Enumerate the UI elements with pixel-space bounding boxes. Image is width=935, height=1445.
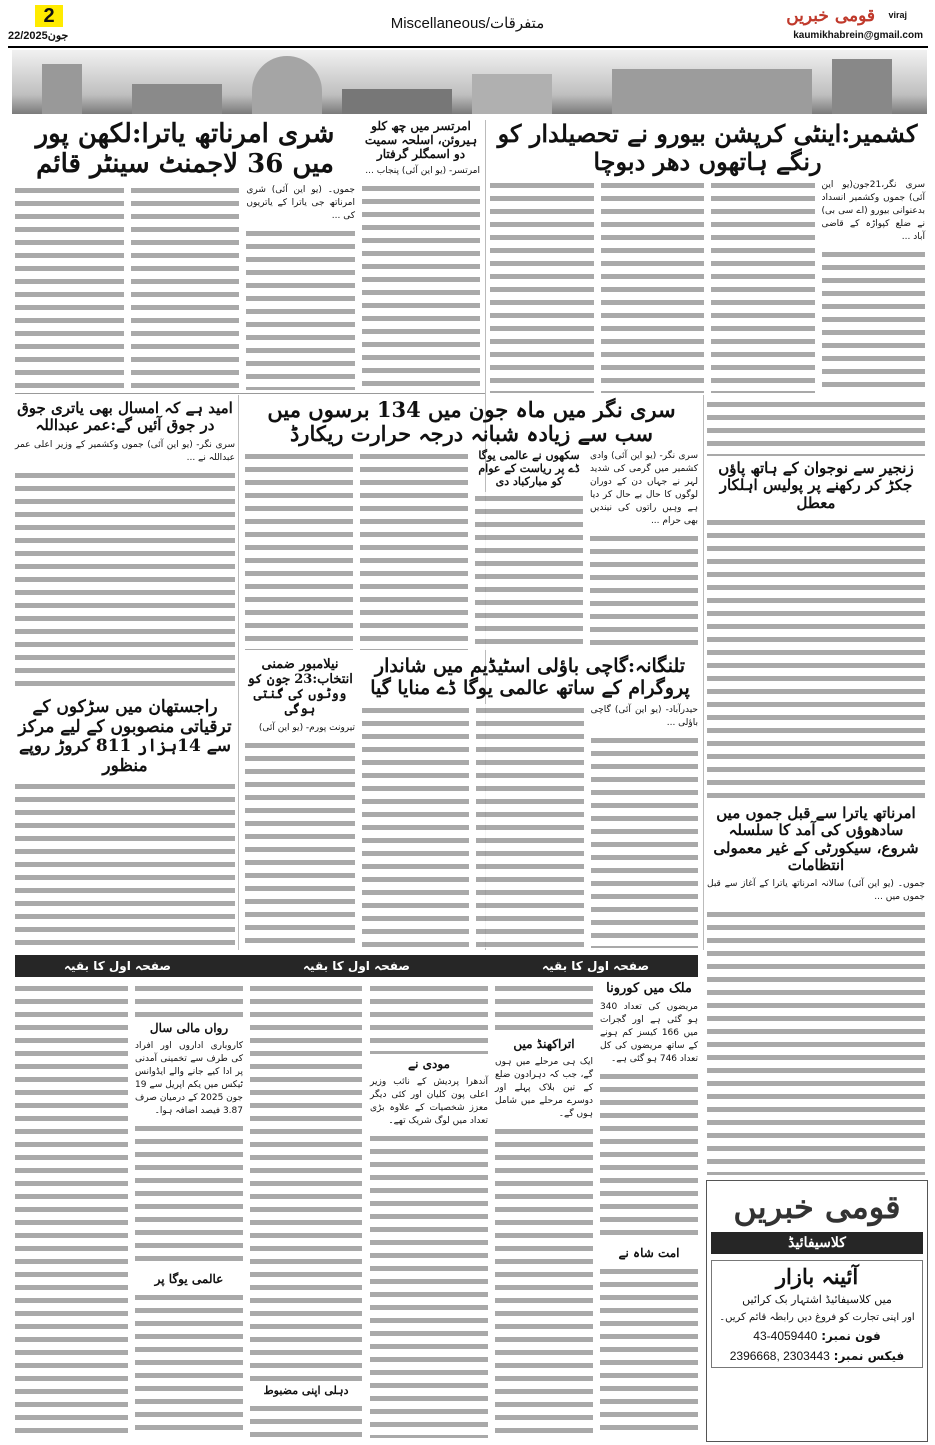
section-title: Miscellaneous/متفرقات — [390, 15, 545, 32]
continued-uttarakhand-body — [495, 1125, 593, 1438]
classified-brand-logo: قومی خبریں — [733, 1188, 901, 1226]
story-chained-youth — [707, 398, 925, 798]
subhead-fiscal: رواں مالی سال — [149, 1021, 229, 1035]
continued-column-body — [370, 982, 488, 1054]
headline-sikh-yoga: سکھوں نے عالمی یوگا ڈے پر ریاست کے عوام کو مبارکباد دی — [478, 449, 580, 488]
page-number-badge: 2 — [35, 5, 63, 27]
story-telangana-body — [476, 704, 583, 948]
fax-label: فیکس نمبر: — [833, 1349, 905, 1364]
story-kashmir-acb — [490, 120, 925, 393]
masthead-logo: قومی خبریں — [786, 6, 875, 26]
classified-line2: اور اپنی تجارت کو فروغ دیں رابطہ قائم کریں۔ — [719, 1311, 915, 1323]
classified-ad — [706, 1180, 928, 1442]
continued-modi-body — [370, 1132, 488, 1438]
continued-bar — [15, 955, 698, 977]
continued-uttarakhand-lead: ایک ہی مرحلے میں ہوں گے، جب کہ دہرادون ضلع کے تین بلاک پہلے اور دوسرے مرحلے میں شامل ہوں گے۔ — [495, 1056, 593, 1119]
subhead-modi: مودی نے — [408, 1057, 450, 1071]
phone-label: فون نمبر: — [821, 1329, 881, 1344]
subhead-world-yoga: عالمی یوگا پر — [154, 1272, 224, 1286]
headline-srinagar-heat: سری نگر میں ماہ جون میں 134 برسوں میں سب سے زیادہ شبانہ درجہ حرارت ریکارڈ — [267, 397, 676, 447]
classified-label: کلاسیفائیڈ — [711, 1232, 923, 1254]
viraj-logo: viraj — [888, 10, 907, 20]
continued-delhi — [250, 982, 362, 1438]
subhead-amit-shah: امت شاہ نے — [618, 1246, 680, 1261]
phone-number: 43-4059440 — [753, 1329, 818, 1344]
continued-fiscal-lead: کاروباری اداروں اور افراد کی طرف سے تخمینی آمدنی پر ادا کیے جانے والے ایڈوانس ٹیکس میں یکم اپریل سے 19 جون 2025 کے درمیان صرف 3.87 فیصد اضافہ ہوا۔ — [135, 1040, 243, 1116]
story-chained-youth-body — [707, 516, 925, 798]
story-kashmir-acb-body — [490, 179, 594, 393]
continued-corona-body — [600, 1070, 698, 1243]
classified-fax — [714, 1349, 920, 1363]
story-omar-lead: سری نگر- (یو این آئی) جموں وکشمیر کے وزیر اعلی عمر عبداللہ نے ... — [15, 439, 235, 463]
continued-label: صفحہ اول کا بقیہ — [303, 959, 411, 973]
headline-nilambur: نیلامبور ضمنی انتخاب:23 جون کو ووٹوں کی گنتی ہوگی — [247, 657, 353, 717]
continued-column-body — [495, 982, 593, 1034]
story-nilambur-lead: تیرونت پورم- (یو این آئی) — [258, 722, 355, 733]
story-amarnath — [15, 120, 355, 390]
headline-amritsar: امرتسر میں چھ کلو ہیروئن، اسلحہ سمیت دو اسمگلر گرفتار — [364, 119, 478, 161]
story-telangana-body — [362, 704, 469, 948]
story-srinagar-body — [590, 532, 698, 650]
classified-line1: میں کلاسیفائیڈ اشتہار بک کرائیں — [742, 1293, 892, 1307]
story-nilambur — [245, 658, 355, 948]
continued-world-yoga-body — [135, 1291, 243, 1438]
continued-amit-shah-body — [600, 1265, 698, 1438]
continued-uttarakhand — [495, 982, 593, 1438]
headline-rajasthan: راجستھان میں سڑکوں کے ترقیاتی منصوبوں کے لیے مرکز سے 14ہزار 811 کروڑ روپے منظور — [18, 697, 232, 776]
story-amarnath-body — [15, 184, 124, 390]
continued-fiscal-body — [135, 1122, 243, 1269]
continued-label: صفحہ اول کا بقیہ — [542, 959, 650, 973]
fax-number: 2396668, 2303443 — [729, 1349, 830, 1364]
subhead-corona: ملک میں کورونا — [606, 981, 692, 996]
story-kashmir-acb-body — [601, 179, 705, 393]
story-srinagar — [245, 398, 698, 650]
headline-telangana: تلنگانہ:گاچی باؤلی اسٹیڈیم میں شاندار پروگرام کے ساتھ عالمی یوگا ڈے منایا گیا — [370, 655, 690, 699]
headline-chained-youth: زنجیر سے نوجوان کے ہاتھ پاؤں جکڑ کر رکھنے پر پولیس اہلکار معطل — [718, 459, 914, 512]
continued-modi-lead: آندھرا پردیش کے نائب وزیر اعلی پون کلیان اور کئی دیگر معزز شخصیات کے علاوہ بڑی تعداد میں لوگ شریک تھے۔ — [370, 1076, 488, 1126]
story-amarnath-sadhus — [707, 805, 925, 1175]
story-telangana-lead: حیدرآباد- (یو این آئی) گاچی باؤلی ... — [590, 704, 698, 728]
story-srinagar-body — [475, 492, 583, 650]
story-amritsar — [362, 120, 480, 390]
continued-fiscal — [135, 982, 243, 1438]
subhead-delhi: دہلی اپنی مضبوط — [263, 1384, 349, 1398]
story-kashmir-acb-body — [707, 398, 925, 456]
story-kashmir-acb-body — [822, 248, 926, 393]
story-amarnath-body — [246, 227, 355, 390]
story-amarnath-sadhus-lead: جموں۔ (یو این آئی) سالانہ امرناتھ یاترا کے آغاز سے قبل جموں میں ... — [707, 879, 925, 902]
story-amritsar-body — [362, 182, 480, 390]
classified-phone — [714, 1329, 920, 1343]
issue-date: 22/جون2025 — [8, 30, 69, 42]
story-kashmir-acb-body — [711, 179, 815, 393]
story-omar — [15, 400, 235, 692]
story-srinagar-lead: سری نگر- (یو این آئی) وادی کشمیر میں گرمی کی شدید لہر نے جہاں دن کے دوران لوگوں کا حال بے حال کر دیا ہے وہیں راتوں کی نیندیں بھی حرام ... — [590, 451, 698, 527]
story-kashmir-acb-lead: سری نگر،21جون(یو این آئی) جموں وکشمیر انسداد بدعنوانی بیورو (اے سی بی) نے ضلع کپواڑہ کے قاضی آباد ... — [821, 180, 925, 243]
story-srinagar-body — [360, 450, 468, 650]
story-telangana-body — [591, 734, 698, 948]
story-amritsar-lead: امرتسر- (یو این آئی) پنجاب ... — [365, 166, 480, 177]
story-amarnath-body — [131, 184, 240, 390]
continued-modi — [370, 982, 488, 1438]
subhead-uttarakhand: اتراکھنڈ میں — [513, 1037, 575, 1051]
continued-column-body — [250, 982, 362, 1381]
contact-email: kaumikhabrein@gmail.com — [793, 30, 923, 41]
story-rajasthan-body — [15, 780, 235, 948]
story-amarnath-sadhus-body — [707, 908, 925, 1175]
story-telangana — [362, 656, 698, 948]
continued-column-body — [250, 1402, 362, 1438]
story-omar-body — [15, 469, 235, 693]
continued-column-body — [135, 982, 243, 1018]
headline-omar: امید ہے کہ امسال بھی یاتری جوق در جوق آئیں گے:عمر عبداللہ — [17, 399, 233, 435]
headline-amarnath-lakhanpur: شری امرناتھ یاترا:لکھن پور میں 36 لاجمنٹ سینٹر قائم — [35, 119, 335, 179]
story-nilambur-body — [245, 739, 355, 948]
continued-corona — [600, 982, 698, 1438]
story-rajasthan — [15, 698, 235, 948]
continued-label: صفحہ اول کا بقیہ — [63, 959, 171, 973]
skyline-banner-image — [12, 50, 927, 114]
headline-amarnath-sadhus: امرناتھ یاترا سے قبل جموں میں سادھوؤں کی آمد کا سلسلہ شروع، سیکورٹی کے غیر معمولی انتظامات — [713, 804, 919, 874]
story-srinagar-body — [245, 450, 353, 650]
story-amarnath-lead: جموں۔ (یو این آئی) شری امرناتھ جی یاترا کے یاتریوں کی ... — [246, 184, 355, 221]
continued-corona-lead: مریضوں کی تعداد 340 ہو گئی ہے اور گجرات میں 166 کیسز کم ہونے کے ساتھ مریضوں کی کل تعداد 746 ہو گئی ہے۔ — [600, 1001, 698, 1064]
continued-column-body — [15, 982, 128, 1438]
classified-title: آئینہ بازار — [775, 1263, 859, 1289]
headline-kashmir-acb: کشمیر:اینٹی کرپشن بیورو نے تحصیلدار کو رنگے ہاتھوں دھر دبوچا — [497, 119, 918, 176]
